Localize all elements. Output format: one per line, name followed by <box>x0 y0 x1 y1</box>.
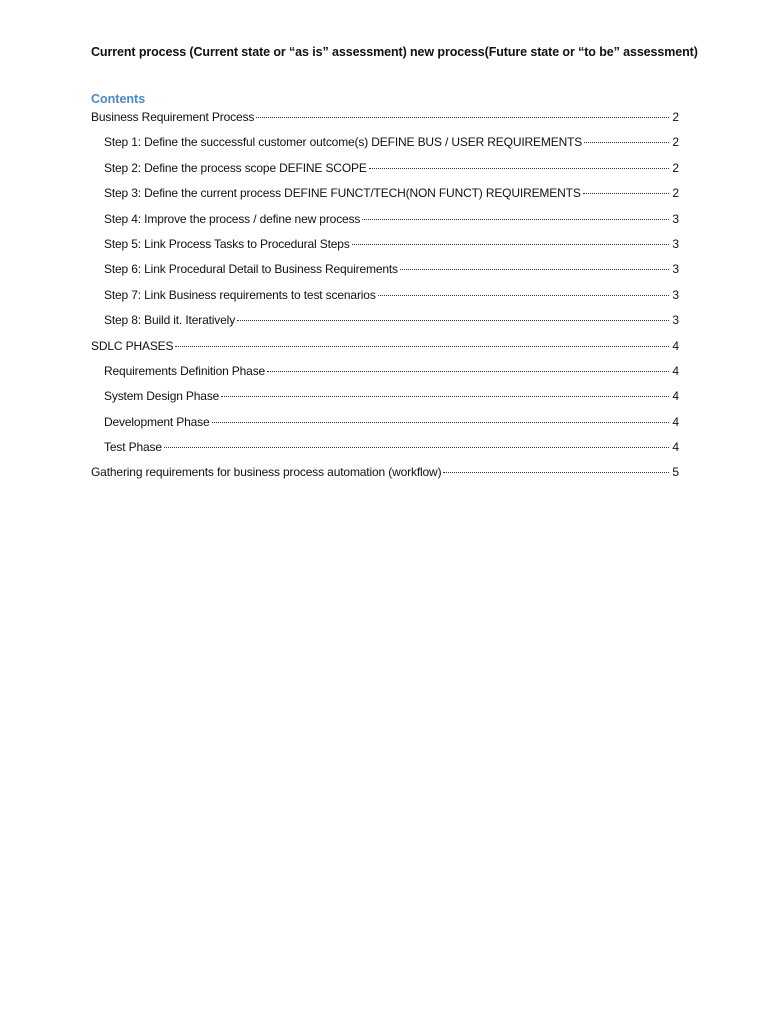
toc-entry[interactable] <box>91 110 679 135</box>
toc-entry[interactable] <box>91 364 679 389</box>
toc-dot-leader <box>221 396 669 397</box>
toc-entry-label: Step 3: Define the current process DEFINE FUNCT/TECH(NON FUNCT) REQUIREMENTS <box>104 186 581 201</box>
toc-dot-leader <box>400 269 669 270</box>
toc-entry[interactable] <box>91 465 679 490</box>
toc-page-number: 3 <box>672 211 679 226</box>
toc-dot-leader <box>378 295 669 296</box>
toc-entry[interactable] <box>91 288 679 313</box>
toc-entry[interactable] <box>91 135 679 160</box>
toc-entry[interactable] <box>91 186 679 211</box>
toc-page-number: 4 <box>672 389 679 404</box>
toc-entry-label: Step 6: Link Procedural Detail to Business Requirements <box>104 262 398 277</box>
toc-page-number: 3 <box>672 262 679 277</box>
toc-entry-label: Test Phase <box>104 440 162 455</box>
toc-dot-leader <box>256 117 669 118</box>
toc-entry[interactable] <box>91 237 679 262</box>
document-heading: Current process (Current state or “as is” assessment) new process(Future state or “to be” assessment) <box>91 45 698 59</box>
toc-dot-leader <box>583 193 669 194</box>
toc-page-number: 2 <box>672 160 679 175</box>
toc-dot-leader <box>267 371 669 372</box>
toc-entry[interactable] <box>91 313 679 338</box>
toc-dot-leader <box>352 244 669 245</box>
toc-dot-leader <box>237 320 669 321</box>
toc-page-number: 2 <box>672 135 679 150</box>
toc-dot-leader <box>584 142 669 143</box>
toc-dot-leader <box>362 219 669 220</box>
toc-dot-leader <box>175 346 669 347</box>
toc-title: Contents <box>91 92 146 106</box>
toc-entry-label: Requirements Definition Phase <box>104 363 266 378</box>
toc-page-number: 2 <box>672 110 679 124</box>
toc-page-number: 2 <box>672 186 679 201</box>
table-of-contents <box>91 110 679 491</box>
toc-dot-leader <box>443 472 669 473</box>
toc-entry-label: Step 4: Improve the process / define new process <box>104 211 361 226</box>
toc-entry-label: SDLC PHASES <box>91 338 174 353</box>
toc-entry[interactable] <box>91 415 679 440</box>
toc-dot-leader <box>164 447 669 448</box>
toc-entry[interactable] <box>91 212 679 237</box>
toc-entry-label: Step 8: Build it. Iteratively <box>104 313 236 328</box>
toc-entry-label: System Design Phase <box>104 389 220 404</box>
toc-page-number: 5 <box>672 465 679 480</box>
toc-entry-label: Gathering requirements for business process automation (workflow) <box>91 465 442 480</box>
toc-entry[interactable] <box>91 440 679 465</box>
toc-entry[interactable] <box>91 161 679 186</box>
toc-entry[interactable] <box>91 389 679 414</box>
toc-dot-leader <box>369 168 669 169</box>
toc-entry-label: Step 1: Define the successful customer outcome(s) DEFINE BUS / USER REQUIREMENTS <box>104 135 583 150</box>
toc-page-number: 4 <box>672 363 679 378</box>
toc-entry-label: Step 2: Define the process scope DEFINE SCOPE <box>104 160 367 175</box>
toc-page-number: 3 <box>672 236 679 251</box>
toc-page-number: 4 <box>672 440 679 455</box>
toc-entry[interactable] <box>91 262 679 287</box>
toc-entry-label: Step 7: Link Business requirements to test scenarios <box>104 287 376 302</box>
toc-entry-label: Development Phase <box>104 414 210 429</box>
toc-entry-label: Step 5: Link Process Tasks to Procedural Steps <box>104 236 350 251</box>
toc-page-number: 4 <box>672 414 679 429</box>
toc-page-number: 3 <box>672 313 679 328</box>
toc-page-number: 3 <box>672 287 679 302</box>
toc-entry-label: Business Requirement Process <box>91 110 255 124</box>
toc-entry[interactable] <box>91 339 679 364</box>
toc-page-number: 4 <box>672 338 679 353</box>
toc-dot-leader <box>212 422 669 423</box>
